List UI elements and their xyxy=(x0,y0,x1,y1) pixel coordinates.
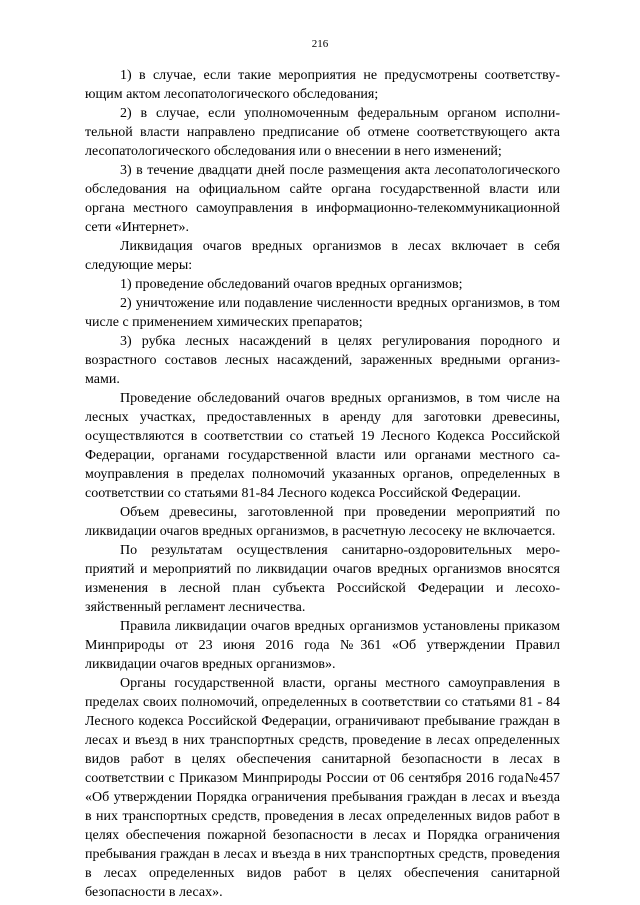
paragraph: Органы государственной власти, органы местного самоуправления в пределах своих полномочий, определенных в соответствии со статьями 81 - 84 Лесного кодекса Российской Федерации, ограничивают пребывание граждан в лесах и въезд в них транспортных средств, проведение в лесах определенных видов работ в целях обеспечения санитарной безопасности в лесах в соответствии с Приказом Минприроды России от 06 сентября 2016 года№457 «Об утверждении Порядка ограничения пребывания граждан в лесах и въезда в них транспортных средств, проведения в лесах определенных видов работ в целях обеспечения пожарной безопасности в лесах и Порядка ограничения пребывания граждан в лесах и въезда в них транспортных средств, проведения в лесах определенных видов работ в целях обеспечения санитарной безопасности в лесах». xyxy=(85,676,560,900)
paragraph: Объем древесины, заготовленной при проведении мероприятий по ликвидации очагов вредных организмов, в расчетную лесосеку не включается. xyxy=(85,505,560,539)
paragraph: 2) уничтожение или подавление численности вредных организмов, в том числе с применением химических препаратов; xyxy=(85,296,560,330)
paragraph: 1) проведение обследований очагов вредных организмов; xyxy=(120,277,463,292)
paragraph: 2) в случае, если уполномоченным федеральным органом исполнительной власти направлено предписание об отмене соответствующего акта лесопатологического обследования или о внесении в него изменений; xyxy=(85,106,560,159)
paragraph: 3) в течение двадцати дней после размещения акта лесопатологического обследования на официальном сайте органа государственной власти или органа местного самоуправления в информационно-телекоммуникационной сети «Интернет». xyxy=(85,163,560,235)
page-number: 216 xyxy=(311,38,329,50)
paragraph: Правила ликвидации очагов вредных организмов установлены приказом Минприроды от 23 июня 2016 года №361 «Об утверждении Правил ликвидации очагов вредных организмов». xyxy=(85,619,560,672)
paragraph: Ликвидация очагов вредных организмов в лесах включает в себя следующие меры: xyxy=(85,239,560,273)
paragraph: Проведение обследований очагов вредных организмов, в том числе на лесных участках, предоставленных в аренду для заготовки древесины, осуществляются в соответствии со статьей 19 Лесного Кодекса Российской Федерации, органами государственной власти или органами местного самоуправления в пределах полномочий указанных органов, определенных в соответствии со статьями 81-84 Лесного кодекса Российской Федерации. xyxy=(85,391,560,501)
paragraph: 3) рубка лесных насаждений в целях регулирования породного и возрастного составов лесных насаждений, зараженных вредными организмами. xyxy=(85,334,560,387)
paragraph: 1) в случае, если такие мероприятия не предусмотрены соответствующим актом лесопатологического обследования; xyxy=(85,68,560,102)
paragraph: По результатам осуществления санитарно-оздоровительных мероприятий и мероприятий по ликвидации очагов вредных организмов вносятся изменения в лесной план субъекта Российской Федерации и лесохозяйственный регламент лесничества. xyxy=(85,543,560,615)
body-text xyxy=(85,66,560,902)
